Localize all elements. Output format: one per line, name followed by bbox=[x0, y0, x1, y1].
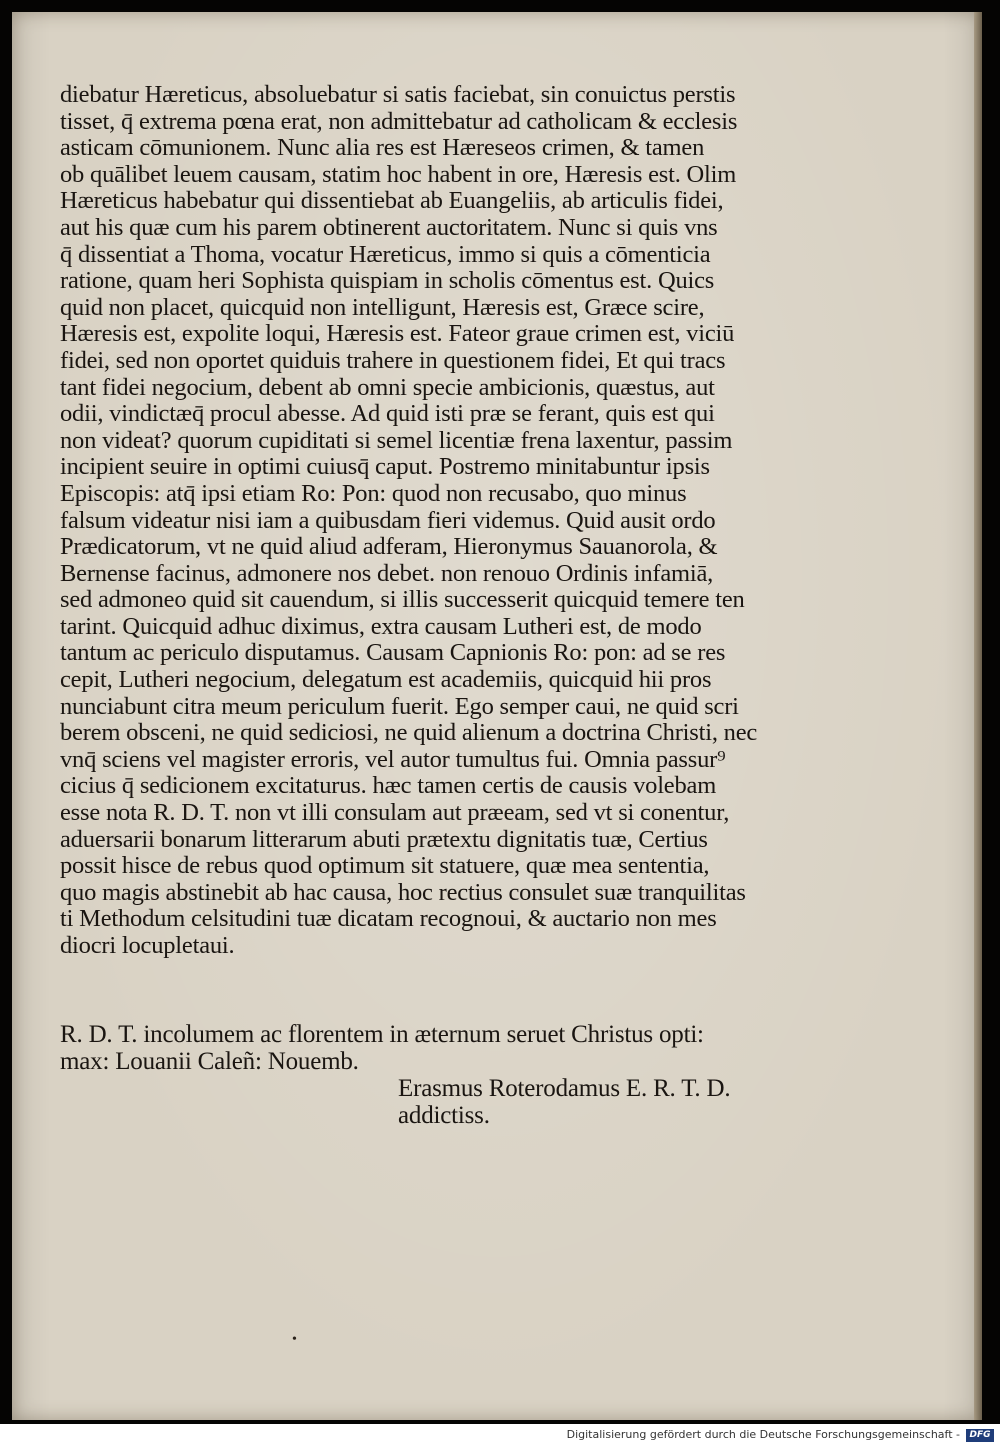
text-line: diebatur Hæreticus, absoluebatur si satis faciebat, sin conuictus perstis bbox=[60, 81, 736, 108]
text-line: cepit, Lutheri negocium, delegatum est academiis, quicquid hii pros bbox=[60, 666, 712, 694]
text-line: ratione, quam heri Sophista quispiam in scholis cōmentus est. Quics bbox=[60, 267, 715, 295]
text-line: tantum ac periculo disputamus. Causam Capnionis Ro: pon: ad se res bbox=[60, 639, 726, 667]
text-line: odii, vindictæq̄ procul abesse. Ad quid isti præ se ferant, quis est qui bbox=[60, 400, 715, 428]
closing-line: max: Louanii Caleñ: Nouemb. bbox=[60, 1047, 359, 1075]
text-line: berem obsceni, ne quid sediciosi, ne quid alienum a doctrina Christi, nec bbox=[60, 719, 758, 747]
text-line: possit hisce de rebus quod optimum sit statuere, quæ mea sententia, bbox=[60, 852, 710, 880]
text-line: quid non placet, quicquid non intelligunt, Hæresis est, Græce scire, bbox=[60, 293, 705, 321]
text-line: aduersarii bonarum litterarum abuti prætextu dignitatis tuæ, Certius bbox=[60, 825, 708, 853]
text-line: nunciabunt citra meum periculum fuerit. Ego semper caui, ne quid scri bbox=[60, 692, 739, 720]
text-line: tant fidei negocium, debent ab omni specie ambicionis, quæstus, aut bbox=[60, 373, 715, 401]
text-line: tisset, q̄ extrema pœna erat, non admittebatur ad catholicam & ecclesis bbox=[60, 107, 738, 135]
text-line: aut his quæ cum his parem obtinerent auctoritatem. Nunc si quis vns bbox=[60, 213, 718, 241]
text-line: fidei, sed non oportet quiduis trahere in questionem fidei, Et qui tracs bbox=[60, 346, 726, 374]
footer-credit: Digitalisierung gefördert durch die Deutsche Forschungsgemeinschaft - bbox=[566, 1428, 960, 1441]
text-line: falsum videatur nisi iam a quibusdam fieri videmus. Quid ausit ordo bbox=[60, 506, 716, 534]
text-line: Hæresis est, expolite loqui, Hæresis est. Fateor graue crimen est, viciū bbox=[60, 320, 735, 348]
page bbox=[12, 12, 982, 1420]
text-line: tarint. Quicquid adhuc diximus, extra causam Lutheri est, de modo bbox=[60, 612, 702, 640]
signature-line: Erasmus Roterodamus E. R. T. D. bbox=[398, 1075, 731, 1102]
signature-line: addictiss. bbox=[398, 1101, 490, 1129]
text-line: ob quālibet leuem causam, statim hoc habent in ore, Hæresis est. Olim bbox=[60, 160, 737, 188]
text-line: asticam cōmunionem. Nunc alia res est Hæreseos crimen, & tamen bbox=[60, 134, 705, 162]
signature bbox=[398, 1076, 730, 1129]
text-line: diocri locupletaui. bbox=[60, 932, 235, 959]
text-line: ti Methodum celsitudini tuæ dicatam recognoui, & auctario non mes bbox=[60, 905, 717, 933]
text-line: incipient seuire in optimi cuiusq̄ caput. Postremo minitabuntur ipsis bbox=[60, 453, 710, 481]
text-line: sed admoneo quid sit cauendum, si illis successerit quicquid temere ten bbox=[60, 586, 745, 614]
footer-bar bbox=[0, 1424, 1000, 1447]
text-line: Episcopis: atq̄ ipsi etiam Ro: Pon: quod non recusabo, quo minus bbox=[60, 479, 687, 507]
page-edge bbox=[974, 12, 982, 1420]
text-line: Hæreticus habebatur qui dissentiebat ab Euangeliis, ab articulis fidei, bbox=[60, 187, 724, 215]
text-line: vnq̄ sciens vel magister erroris, vel autor tumultus fui. Omnia passur⁹ bbox=[60, 745, 726, 773]
text-line: non videat? quorum cupiditati si semel licentiæ frena laxentur, passim bbox=[60, 426, 733, 454]
text-line: Bernense facinus, admonere nos debet. non renouo Ordinis infamiā, bbox=[60, 559, 714, 587]
dfg-logo-icon: DFG bbox=[966, 1429, 994, 1442]
closing-line: R. D. T. incolumem ac florentem in æternum seruet Christus opti: bbox=[60, 1021, 704, 1048]
page-mark: • bbox=[292, 1332, 297, 1347]
text-line: quo magis abstinebit ab hac causa, hoc rectius consulet suæ tranquilitas bbox=[60, 878, 746, 906]
text-line: cicius q̄ sedicionem excitaturus. hæc tamen certis de causis volebam bbox=[60, 772, 717, 800]
body-text bbox=[60, 82, 840, 960]
closing-salutation bbox=[60, 1022, 840, 1075]
text-line: Prædicatorum, vt ne quid aliud adferam, Hieronymus Sauanorola, & bbox=[60, 533, 718, 561]
text-line: q̄ dissentiat a Thoma, vocatur Hæreticus, immo si quis a cōmenticia bbox=[60, 240, 711, 268]
text-line: esse nota R. D. T. non vt illi consulam aut præeam, sed vt si conentur, bbox=[60, 799, 730, 827]
